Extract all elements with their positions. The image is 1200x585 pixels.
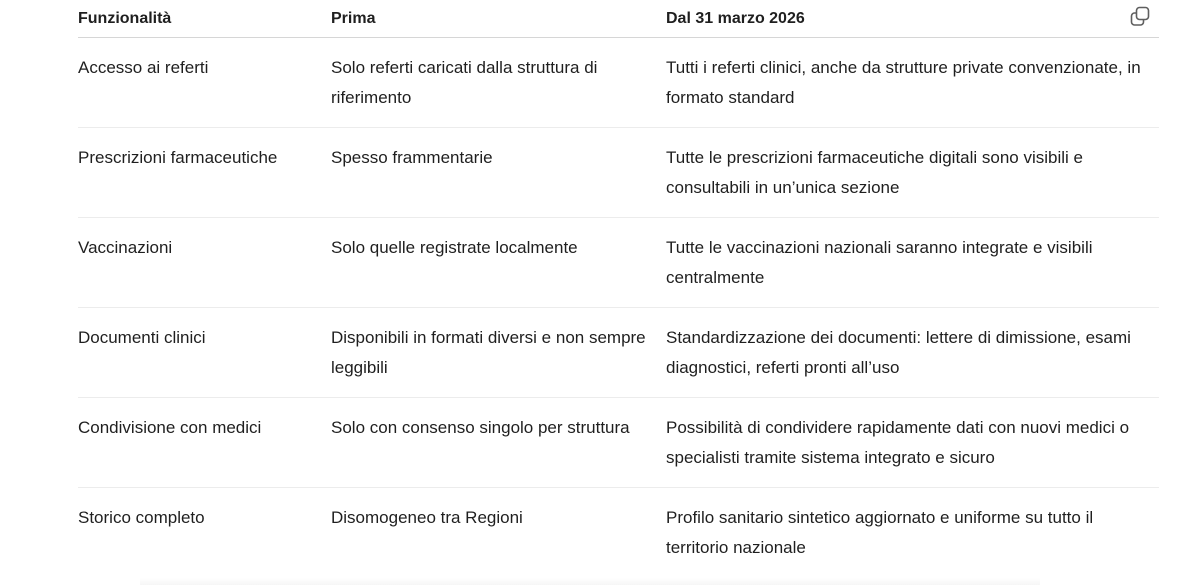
- cell-feature: Documenti clinici: [78, 328, 206, 347]
- cell-feature: Condivisione con medici: [78, 418, 262, 437]
- bottom-divider: [140, 578, 1040, 585]
- cell-feature: Prescrizioni farmaceutiche: [78, 148, 278, 167]
- cell-before: Solo referti caricati dalla struttura di riferimento: [331, 58, 598, 107]
- table-header-row: [78, 0, 1159, 38]
- cell-after: Tutte le prescrizioni farmaceutiche digitali sono visibili e consultabili in un’unica sezione: [666, 148, 1083, 197]
- cell-after: Profilo sanitario sintetico aggiornato e uniforme su tutto il territorio nazionale: [666, 508, 1094, 557]
- copy-icon: [1128, 4, 1152, 28]
- comparison-table: [78, 0, 1159, 578]
- cell-after: Standardizzazione dei documenti: lettere di dimissione, esami diagnostici, referti pronti all’uso: [666, 328, 1131, 377]
- table-row: [78, 398, 1159, 488]
- table-row: [78, 308, 1159, 398]
- cell-before: Solo quelle registrate localmente: [331, 238, 578, 257]
- cell-feature: Vaccinazioni: [78, 238, 173, 257]
- cell-after: Tutti i referti clinici, anche da strutture private convenzionate, in formato standard: [666, 58, 1141, 107]
- cell-feature: Accesso ai referti: [78, 58, 209, 77]
- cell-before: Disomogeneo tra Regioni: [331, 508, 523, 527]
- header-prima: Prima: [331, 9, 376, 27]
- cell-before: Spesso frammentarie: [331, 148, 493, 167]
- table-row: [78, 218, 1159, 308]
- cell-before: Solo con consenso singolo per struttura: [331, 418, 630, 437]
- table-row: [78, 38, 1159, 128]
- header-dal-31-marzo-2026: Dal 31 marzo 2026: [666, 9, 805, 27]
- table-row: [78, 488, 1159, 578]
- copy-table-button[interactable]: [1128, 4, 1152, 28]
- header-funzionalita: Funzionalità: [78, 9, 172, 27]
- cell-before: Disponibili in formati diversi e non sempre leggibili: [331, 328, 646, 377]
- table-row: [78, 128, 1159, 218]
- cell-after: Tutte le vaccinazioni nazionali saranno integrate e visibili centralmente: [666, 238, 1093, 287]
- cell-after: Possibilità di condividere rapidamente dati con nuovi medici o specialisti tramite sistema integrato e sicuro: [666, 418, 1130, 467]
- cell-feature: Storico completo: [78, 508, 205, 527]
